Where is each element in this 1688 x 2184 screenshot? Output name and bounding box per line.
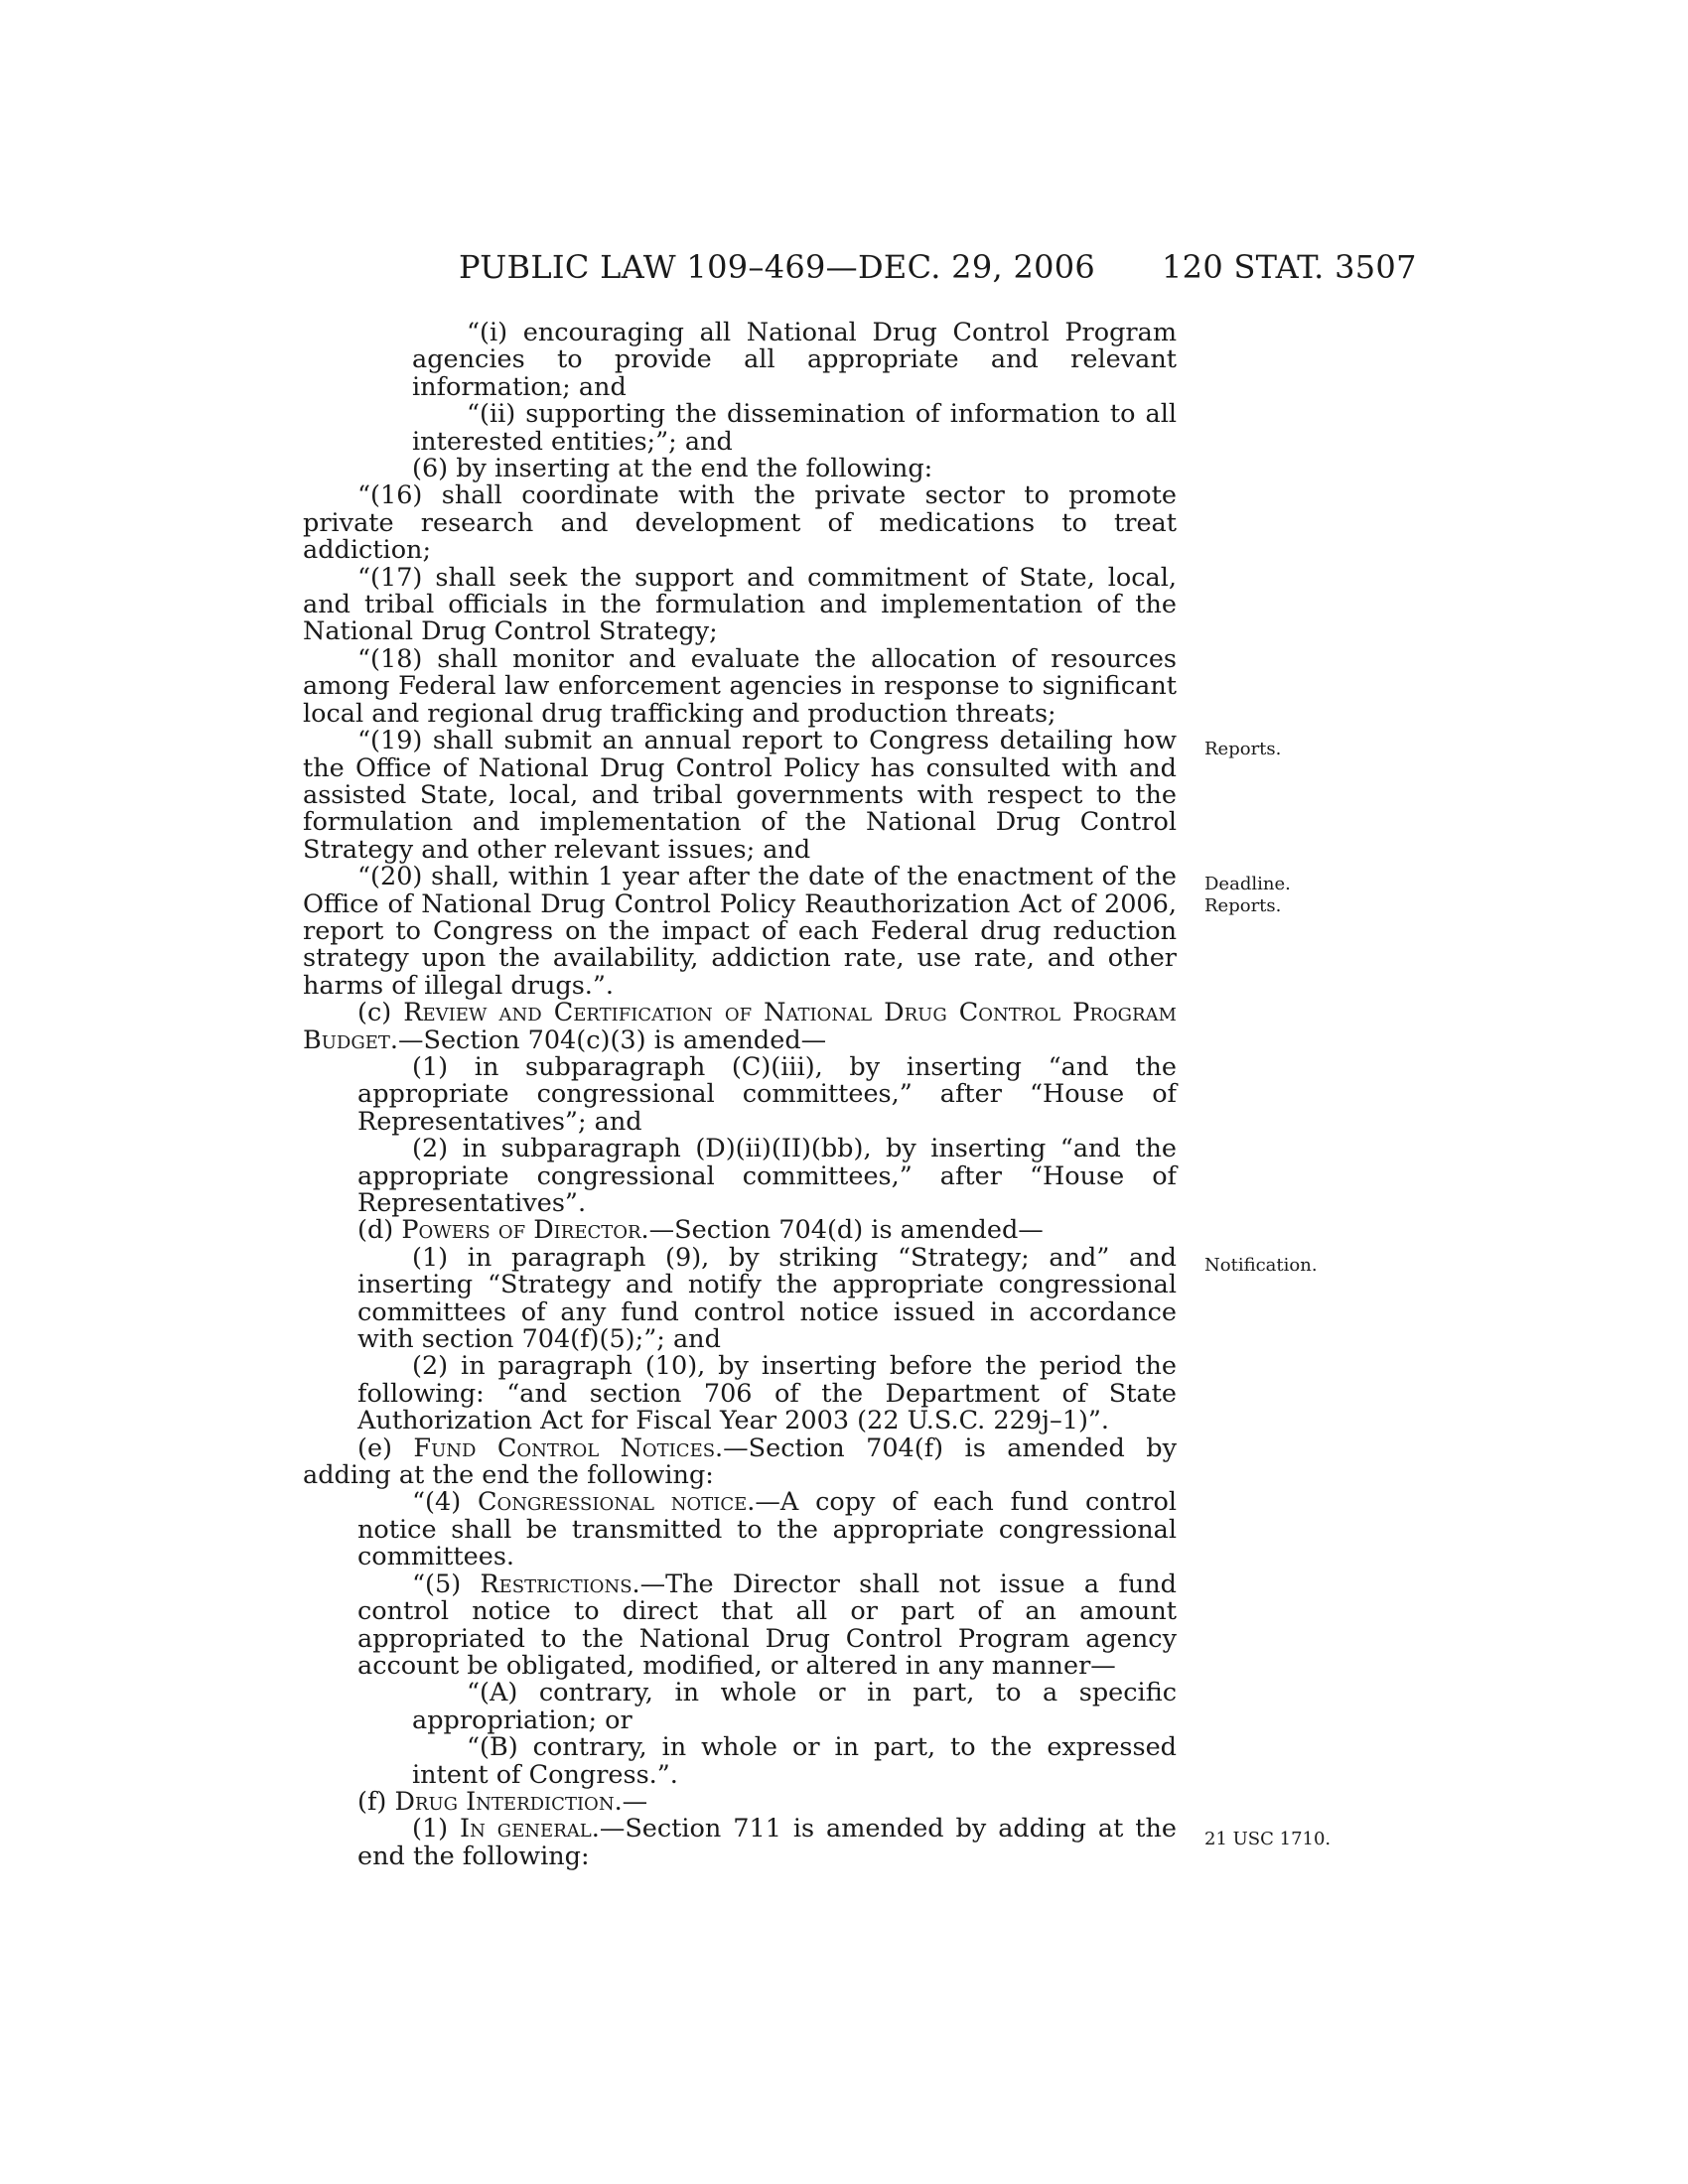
running-header-title: PUBLIC LAW 109–469—DEC. 29, 2006 — [459, 248, 1096, 286]
subsection-d-2: (2) in paragraph (10), by inserting before the period the following: “and section 706 of the Department of State Authorization Act for Fiscal Year 2003 (22 U.S.C. 229j–1)”. — [357, 1351, 1177, 1436]
paragraph-5-i: “(i) encouraging all National Drug Control Program agencies to provide all appropriate and relevant information; and — [412, 318, 1177, 402]
subsection-f-lead: (f) — [357, 1786, 395, 1817]
paragraph-16: “(16) shall coordinate with the private sector to promote private research and development of medications to treat addiction; — [303, 480, 1177, 566]
body-text — [303, 320, 1177, 1870]
subsection-c-text: —Section 704(c)(3) is amended— — [397, 1024, 827, 1055]
subsection-e-5-A: “(A) contrary, in whole or in part, to a specific appropriation; or — [412, 1678, 1177, 1735]
margin-note-reports: Reports. — [1204, 739, 1282, 759]
subsection-d-1: (1) in paragraph (9), by striking “Strategy; and” and inserting “Strategy and notify the appropriate congressional committees of any fund control notice issued in accordance with section 704(f)(5);”; and — [357, 1242, 1177, 1355]
margin-note-usc: 21 USC 1710. — [1204, 1829, 1332, 1849]
subsection-c — [303, 1000, 1177, 1054]
page-number: 120 STAT. 3507 — [1162, 248, 1417, 286]
subsection-f-text: — — [622, 1786, 648, 1817]
subsection-e-text: —Section 704(f) is amended by adding at the end the following: — [303, 1433, 1178, 1491]
subsection-c-2: (2) in subparagraph (D)(ii)(II)(bb), by inserting “and the appropriate congressional committees,” after “House of Representatives”. — [357, 1134, 1177, 1218]
subsection-f-1-heading: In general. — [460, 1814, 600, 1844]
margin-note-reports-2: Reports. — [1204, 895, 1282, 916]
subsection-e-heading: Fund Control Notices. — [413, 1433, 724, 1463]
subsection-f-1 — [303, 1816, 1177, 1870]
subsection-e-5-B: “(B) contrary, in whole or in part, to the expressed intent of Congress.”. — [412, 1732, 1177, 1790]
paragraph-6: (6) by inserting at the end the following: — [412, 454, 933, 484]
paragraph-20: “(20) shall, within 1 year after the date of the enactment of the Office of National Drug Control Policy Reauthorization Act of 2006, report to Congress on the impact of each Federal drug reduction strategy upon the availability, addiction rate, use rate, and other harms of illegal drugs.”. — [303, 862, 1177, 1001]
subsection-e-4-text: —A copy of each fund control notice shall be transmitted to the appropriate congressional committees. — [357, 1487, 1177, 1572]
subsection-c-heading: Review and Certification of National Drug Control Program Budget. — [303, 998, 1177, 1055]
subsection-e-lead: (e) — [357, 1433, 414, 1463]
subsection-d-heading: Powers of Director. — [401, 1215, 649, 1246]
subsection-d-text: —Section 704(d) is amended— — [648, 1215, 1044, 1246]
subsection-d-lead: (d) — [357, 1215, 402, 1246]
subsection-c-lead: (c) — [357, 998, 404, 1028]
subsection-f-1-lead: (1) — [412, 1814, 461, 1844]
paragraph-18: “(18) shall monitor and evaluate the allocation of resources among Federal law enforcement agencies in response to significant local and regional drug trafficking and production threats; — [303, 643, 1177, 729]
margin-note-deadline: Deadline. — [1204, 874, 1291, 894]
paragraph-5-ii: “(ii) supporting the dissemination of information to all interested entities;”; and — [412, 399, 1177, 457]
subsection-c-1: (1) in subparagraph (C)(iii), by inserting “and the appropriate congressional committees,” after “House of Representatives”; and — [357, 1051, 1177, 1137]
subsection-e-5-heading: Restrictions. — [480, 1569, 640, 1599]
subsection-e-4 — [303, 1489, 1177, 1570]
subsection-e-5 — [303, 1571, 1177, 1681]
subsection-e-5-text: —The Director shall not issue a fund control notice to direct that all or part of an amount appropriated to the National Drug Control Program agency account be obligated, modified, or altered in any manner— — [357, 1569, 1178, 1681]
subsection-e — [303, 1435, 1177, 1490]
subsection-e-4-heading: Congressional notice. — [477, 1487, 756, 1518]
paragraph-17: “(17) shall seek the support and commitment of State, local, and tribal officials in the formulation and implementation of the National Drug Control Strategy; — [303, 562, 1177, 647]
subsection-e-4-lead: “(4) — [412, 1487, 478, 1518]
subsection-f-1-text: —Section 711 is amended by adding at the end the following: — [357, 1814, 1177, 1871]
subsection-f — [303, 1786, 1177, 1817]
subsection-d — [303, 1217, 1177, 1244]
paragraph-19: “(19) shall submit an annual report to Congress detailing how the Office of National Drug Control Policy has consulted with and assisted State, local, and tribal governments with respect to the formulation and implementation of the National Drug Control Strategy and other relevant issues; and — [303, 726, 1177, 865]
subsection-e-5-lead: “(5) — [412, 1569, 481, 1599]
margin-note-notification: Notification. — [1204, 1255, 1318, 1276]
subsection-f-heading: Drug Interdiction. — [394, 1786, 623, 1817]
